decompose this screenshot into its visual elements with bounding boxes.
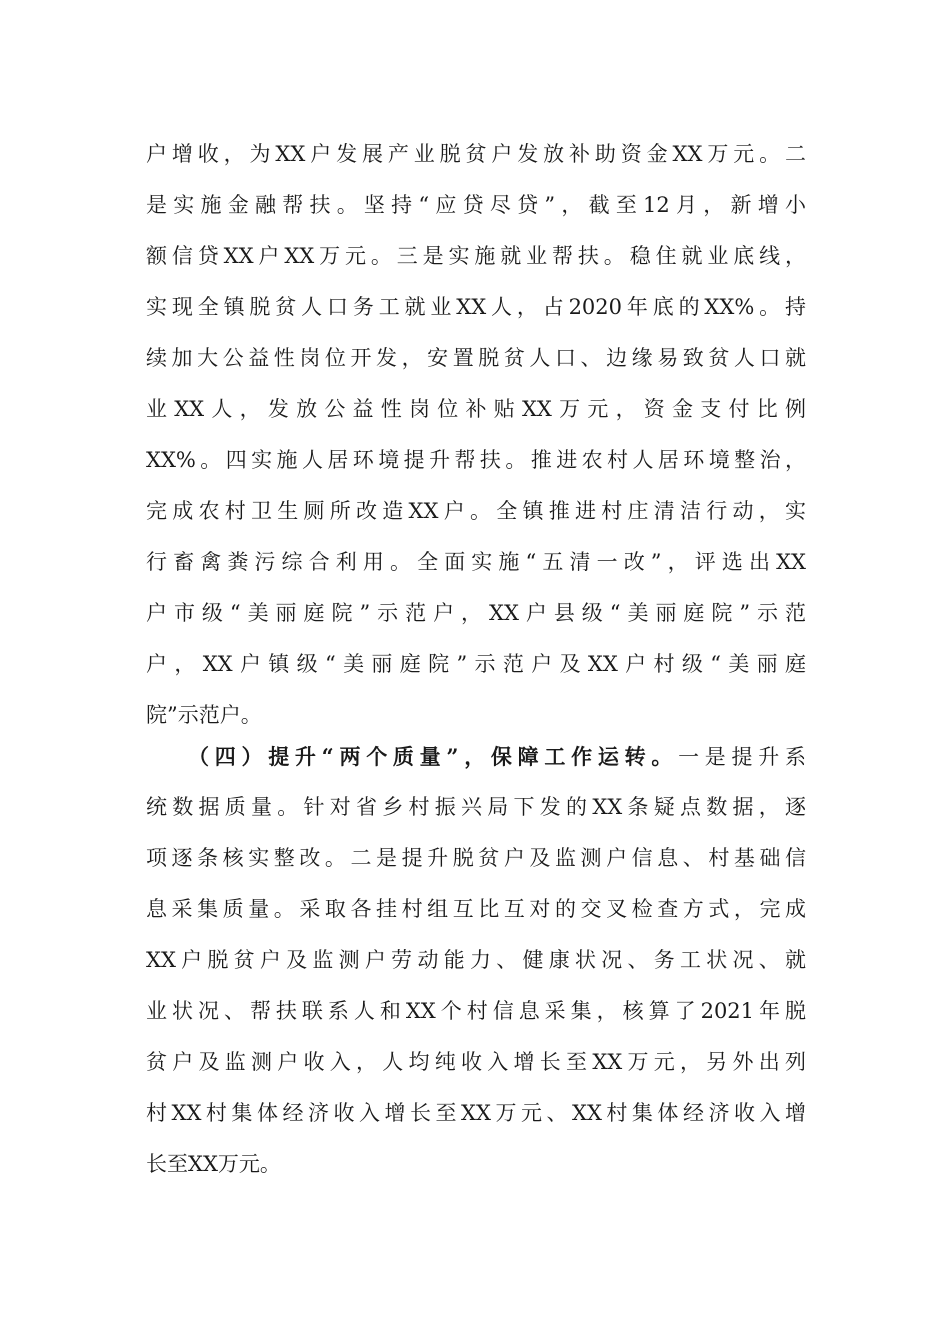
text-line: 行畜禽粪污综合利用。全面实施“五清一改”，评选出XX <box>146 550 806 574</box>
text-line: 额信贷XX户XX万元。三是实施就业帮扶。稳住就业底线， <box>146 244 806 268</box>
paragraph-two-qualities <box>146 731 806 1190</box>
text-line: 业XX人，发放公益性岗位补贴XX万元，资金支付比例 <box>146 397 806 421</box>
section-heading: （四）提升“两个质量”，保障工作运转。 <box>188 744 679 769</box>
text-line: 实现全镇脱贫人口务工就业XX人，占2020年底的XX%。持 <box>146 295 806 319</box>
paragraph-poverty-support <box>146 129 806 741</box>
text-line-first <box>146 731 806 782</box>
text-line: 业状况、帮扶联系人和XX个村信息采集，核算了2021年脱 <box>146 999 806 1023</box>
text-line: 长至XX万元。 <box>146 1152 281 1176</box>
heading-continuation: 一是提升系 <box>678 745 806 769</box>
text-line: XX%。四实施人居环境提升帮扶。推进农村人居环境整治， <box>146 448 806 472</box>
text-line: 院”示范户。 <box>146 703 262 727</box>
text-line: 村XX村集体经济收入增长至XX万元、XX村集体经济收入增 <box>146 1101 806 1125</box>
text-line: 户市级“美丽庭院”示范户，XX户县级“美丽庭院”示范 <box>146 601 806 625</box>
text-line: 是实施金融帮扶。坚持“应贷尽贷”，截至12月，新增小 <box>146 193 806 217</box>
text-line: XX户脱贫户及监测户劳动能力、健康状况、务工状况、就 <box>146 948 806 972</box>
text-line: 续加大公益性岗位开发，安置脱贫人口、边缘易致贫人口就 <box>146 346 806 370</box>
text-line: 息采集质量。采取各挂村组互比互对的交叉检查方式，完成 <box>146 897 806 921</box>
text-line: 统数据质量。针对省乡村振兴局下发的XX条疑点数据，逐 <box>146 795 806 819</box>
text-line: 完成农村卫生厕所改造XX户。全镇推进村庄清洁行动，实 <box>146 499 806 523</box>
text-line: 项逐条核实整改。二是提升脱贫户及监测户信息、村基础信 <box>146 846 806 870</box>
text-line: 户，XX户镇级“美丽庭院”示范户及XX户村级“美丽庭 <box>146 652 806 676</box>
text-line: 贫户及监测户收入，人均纯收入增长至XX万元，另外出列 <box>146 1050 806 1074</box>
text-line: 户增收，为XX户发展产业脱贫户发放补助资金XX万元。二 <box>146 142 806 166</box>
